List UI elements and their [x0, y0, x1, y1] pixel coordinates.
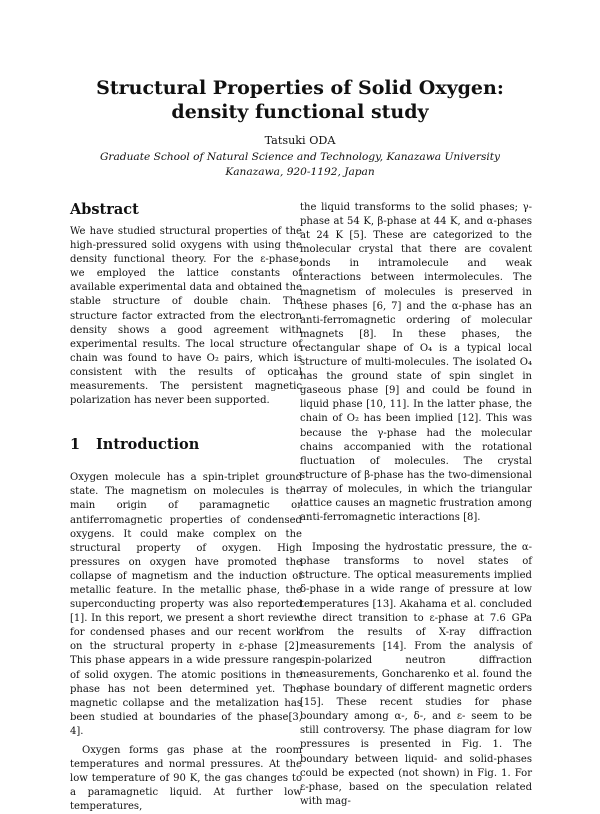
body-paragraph-2: Imposing the hydrostatic pressure, the α- phase transforms to novel states of structure. The optical measurements implied δ-phase in a wide range of pressure at low temperatures [13]. Akahama et al. concluded the direct transition to ε-phase at 7.6 GPa from the results of X-ray diffraction measurements [14]. From the analysis of spin-polarized neutron diffraction measurements, Goncharenko et al. found the phase boundary of different magnetic orders [15]. These recent studies for phase boundary among α-, δ-, and ε- seem to be still controversy. The phase diagram for low pressures is presented in Fig. 1. The boundary between liquid- and solid-phases could be expected (not shown) in Fig. 1. For ε-phase, based on the speculation related with mag-: [300, 542, 532, 807]
abstract-heading: Abstract: [70, 201, 139, 218]
intro-paragraph-2: Oxygen forms gas phase at the room temperatures and normal pressures. At the low temperature of 90 K, the gas changes to a paramagnetic liquid. At further low temperatures,: [70, 745, 302, 813]
body-paragraph-1: the liquid transforms to the solid phases; γ- phase at 54 K, β-phase at 44 K, and α-phases at 24 K [5]. These are categorized to the molecular crystal that there are covalent bonds in intramolecule and weak interactions between intermolecules. The magnetism of molecules is preserved in these phases [6, 7] and the α-phase has an anti-ferromagnetic ordering of molecular magnets [8]. In these phases, the rectangular shape of O₄ is a typical local structure of multi-molecules. The isolated O₄ has the ground state of spin singlet in gaseous phase [9] and could be found in liquid phase [10, 11]. In the latter phase, the chain of O₂ has been implied [12]. This was because the γ-phase had the molecular chains accompanied with the rotational fluctuation of molecules. The crystal structure of β-phase has the two-dimensional array of molecules, in which the triangular lattice causes an magnetic frustration among anti-ferromagnetic interactions [8].: [300, 202, 532, 524]
section-number: 1: [70, 436, 81, 454]
section-title: Introduction: [96, 436, 200, 454]
abstract-text: We have studied structural properties of the high-pressured solid oxygens with using the density functional theory. For the ε-phase, we employed the lattice constants of available experimental data and obtained the stable structure of double chain. The structure factor extracted from the electron density shows a good agreement with experimental results. The local structure of chain was found to have O₂ pairs, which is consistent with the results of optical measurements. The persistent magnetic polarization has never been supported.: [70, 226, 302, 407]
introduction-heading: [70, 436, 302, 454]
affiliation-line-1: Graduate School of Natural Science and Technology, Kanazawa University: [99, 151, 501, 163]
right-column: [300, 201, 532, 809]
paper-title: [60, 76, 540, 124]
affiliation-line-2: Kanazawa, 920-1192, Japan: [225, 166, 375, 178]
left-column: [70, 201, 302, 814]
intro-paragraph-1: Oxygen molecule has a spin-triplet ground state. The magnetism on molecules is the main origin of paramagnetic or antiferromagnetic properties of condensed oxygens. It could make complex on the structural property of oxygen. High pressures on oxygen have promoted the collapse of magnetism and the induction of metallic feature. In the metallic phase, the superconducting property was also reported [1]. In this report, we present a short review for condensed phases and our recent work on the structural property in ε-phase [2]. This phase appears in a wide pressure range of solid oxygen. The atomic positions in the phase has not been determined yet. The magnetic collapse and the metalization has been studied at boundaries of the phase[3, 4].: [70, 472, 302, 737]
author-name: Tatsuki ODA: [264, 134, 336, 147]
author-affiliation: [60, 150, 540, 180]
title-line-1: Structural Properties of Solid Oxygen:: [96, 77, 504, 99]
title-line-2: density functional study: [171, 101, 429, 123]
